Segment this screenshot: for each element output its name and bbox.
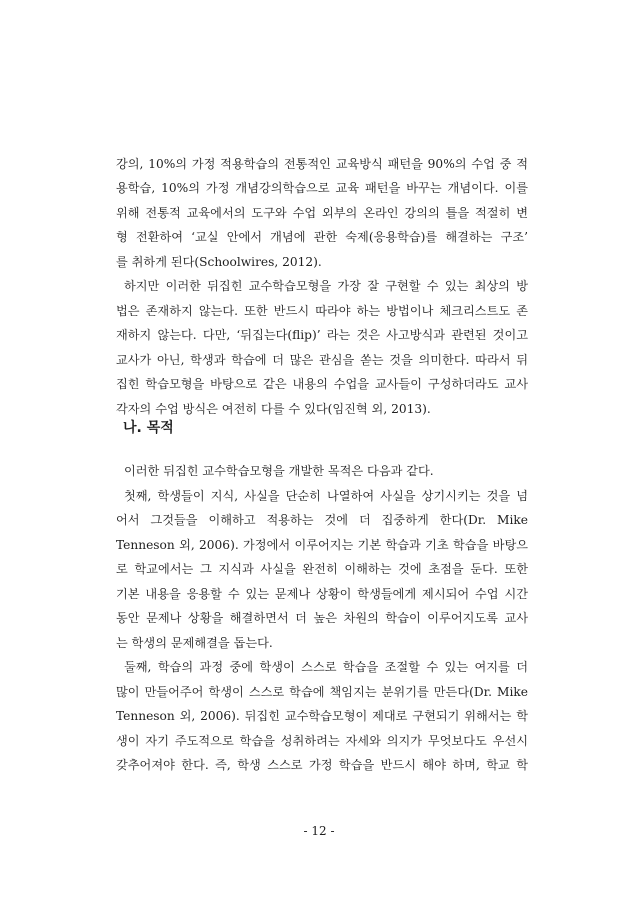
paragraph-line: 첫째, 학생들이 지식, 사실을 단순히 나열하여 사실을 상기시키는 것을 넘 <box>124 489 528 503</box>
paragraph-line: 기본 내용을 응용할 수 있는 문제나 상황이 학생들에게 제시되어 수업 시간 <box>116 587 528 601</box>
paragraph-line: 재하지 않는다. 다만, ‘뒤집는다(flip)’ 라는 것은 사고방식과 관련된 것이고 <box>116 328 528 342</box>
paragraph-line: Tenneson 외, 2006). 뒤집힌 교수학습모형이 제대로 구현되기 위해서는 학 <box>116 709 528 723</box>
paragraph-line: 교사가 아닌, 학생과 학습에 더 많은 관심을 쏟는 것을 의미한다. 따라서 뒤 <box>116 353 528 367</box>
paragraph-line: 용학습, 10%의 가정 개념강의학습으로 교육 패턴을 바꾸는 개념이다. 이를 <box>116 181 528 195</box>
paragraph-line: 를 취하게 된다(Schoolwires, 2012). <box>116 255 322 269</box>
paragraph-line: 어서 그것들을 이해하고 적용하는 것에 더 집중하게 한다(Dr. Mike <box>116 513 528 527</box>
paragraph-line: 이러한 뒤집힌 교수학습모형을 개발한 목적은 다음과 같다. <box>124 464 434 478</box>
paragraph-line: 법은 존재하지 않는다. 또한 반드시 따라야 하는 방법이나 체크리스트도 존 <box>116 304 528 318</box>
paragraph-line: 많이 만들어주어 학생이 스스로 학습에 책임지는 분위기를 만든다(Dr. Mike <box>116 685 528 699</box>
paragraph-line: 각자의 수업 방식은 여전히 다를 수 있다(임진혁 외, 2013). <box>116 402 431 416</box>
page-number: - 12 - <box>303 824 335 838</box>
paragraph-line: 는 학생의 문제해결을 돕는다. <box>116 636 273 650</box>
paragraph-line: 갖추어져야 한다. 즉, 학생 스스로 가정 학습을 반드시 해야 하며, 학교 학 <box>116 758 528 772</box>
paragraph-line: 둘째, 학습의 과정 중에 학생이 스스로 학습을 조절할 수 있는 여지를 더 <box>124 660 528 674</box>
paragraph-line: Tenneson 외, 2006). 가정에서 이루어지는 기본 학습과 기초 학습을 바탕으 <box>116 538 528 552</box>
paragraph-line: 하지만 이러한 뒤집힌 교수학습모형을 가장 잘 구현할 수 있는 최상의 방 <box>124 279 528 293</box>
paragraph-line: 생이 자기 주도적으로 학습을 성취하려는 자세와 의지가 무엇보다도 우선시 <box>116 734 528 748</box>
paragraph-line: 강의, 10%의 가정 적용학습의 전통적인 교육방식 패턴을 90%의 수업 중 적 <box>116 157 528 171</box>
paragraph-line: 형 전환하여 ‘교실 안에서 개념에 관한 숙제(응용학습)를 해결하는 구조’ <box>116 230 528 244</box>
section-heading: 나. 목적 <box>123 420 174 436</box>
paragraph-line: 로 학교에서는 그 지식과 사실을 완전히 이해하는 것에 초점을 둔다. 또한 <box>116 562 528 576</box>
paragraph-line: 위해 전통적 교육에서의 도구와 수업 외부의 온라인 강의의 틀을 적절히 변 <box>116 206 528 220</box>
paragraph-line: 집힌 학습모형을 바탕으로 같은 내용의 수업을 교사들이 구성하더라도 교사 <box>116 377 528 391</box>
paragraph-line: 동안 문제나 상황을 해결하면서 더 높은 차원의 학습이 이루어지도록 교사 <box>116 611 528 625</box>
